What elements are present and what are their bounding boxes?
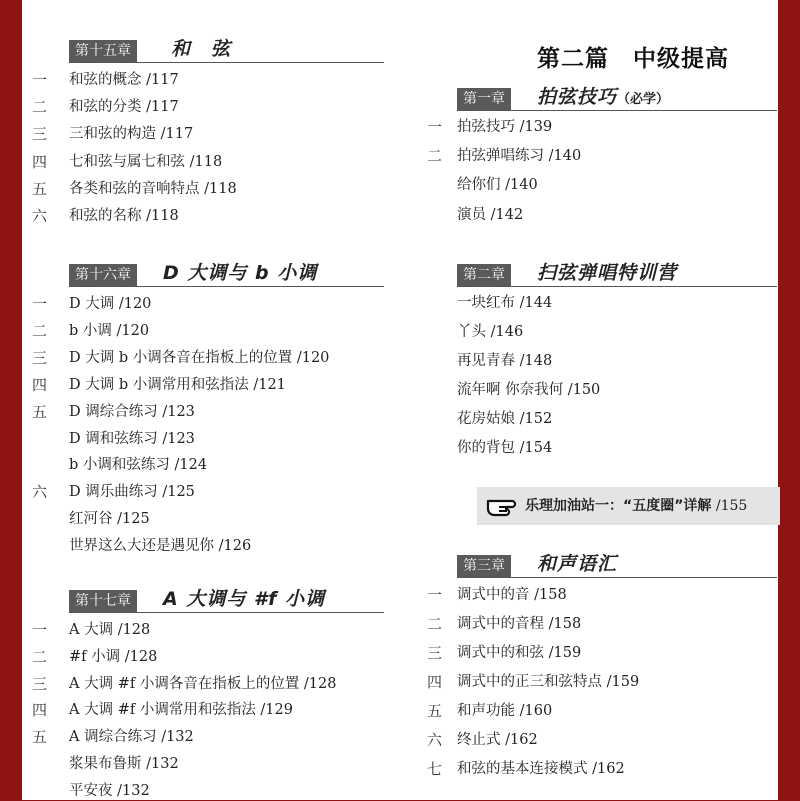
- entry-text: 平安夜 /132: [69, 782, 150, 799]
- toc-entry[interactable]: [427, 614, 777, 634]
- entry-text: 世界这么大还是遇见你 /126: [69, 538, 252, 555]
- toc-entry[interactable]: [427, 380, 777, 400]
- entry-number: 五: [427, 702, 443, 720]
- toc-entry[interactable]: [32, 321, 384, 341]
- entry-number: 二: [32, 647, 48, 666]
- entry-text: 各类和弦的音响特点 /118: [69, 180, 237, 197]
- chapter-title: 拍弦技巧（必学）: [537, 86, 670, 108]
- entry-number: 七: [427, 760, 443, 778]
- toc-entry[interactable]: [427, 322, 777, 342]
- entry-number: 二: [32, 321, 48, 340]
- entry-number: 三: [32, 348, 48, 367]
- toc-entry[interactable]: [32, 536, 384, 556]
- toc-entry[interactable]: [427, 585, 777, 605]
- entry-number: 四: [32, 701, 48, 720]
- entry-number: 三: [32, 125, 48, 144]
- toc-entry[interactable]: [427, 759, 777, 779]
- toc-entry[interactable]: [427, 701, 777, 721]
- entry-text: 花房姑娘 /152: [457, 411, 553, 427]
- entry-text: 和弦的名称 /118: [69, 208, 179, 224]
- entry-number: 一: [32, 295, 48, 313]
- entry-number: 四: [32, 152, 48, 171]
- entry-text: 和弦的基本连接模式 /162: [457, 761, 625, 777]
- toc-entry[interactable]: [32, 348, 384, 368]
- entry-text: 你的背包 /154: [457, 440, 553, 456]
- toc-entry[interactable]: [427, 146, 777, 166]
- entry-text: 拍弦弹唱练习 /140: [457, 148, 582, 165]
- toc-entry[interactable]: [32, 455, 384, 475]
- entry-text: 浆果布鲁斯 /132: [69, 756, 179, 772]
- chapter-17-heading[interactable]: [69, 588, 384, 613]
- entry-number: 四: [427, 673, 443, 691]
- entry-text: 流年啊 你奈我何 /150: [457, 382, 601, 398]
- toc-entry[interactable]: [32, 727, 384, 747]
- toc-entry[interactable]: [32, 375, 384, 395]
- entry-text: #f 小调 /128: [69, 648, 158, 665]
- callout-page: /155: [715, 498, 748, 514]
- entry-number: 五: [32, 402, 48, 421]
- chapter-label: 第二章: [457, 264, 511, 286]
- chapter-title: A 大调与 #f 小调: [163, 588, 326, 610]
- toc-entry[interactable]: [427, 205, 777, 225]
- entry-text: D 大调 b 小调各音在指板上的位置 /120: [69, 349, 330, 366]
- toc-entry[interactable]: [32, 754, 384, 774]
- toc-entry[interactable]: [427, 351, 777, 371]
- toc-entry[interactable]: [32, 402, 384, 422]
- toc-entry[interactable]: [32, 674, 384, 694]
- entry-text: 演员 /142: [457, 206, 524, 223]
- chapter-1-heading[interactable]: [457, 86, 777, 111]
- entry-text: b 小调和弦练习 /124: [69, 457, 208, 474]
- toc-entry[interactable]: [32, 700, 384, 720]
- part-title: 第二篇 中级提高: [537, 46, 729, 72]
- entry-number: 五: [32, 179, 48, 198]
- toc-entry[interactable]: [32, 124, 384, 144]
- entry-text: 和弦的概念 /117: [69, 72, 179, 88]
- toc-entry[interactable]: [427, 117, 777, 137]
- toc-entry[interactable]: [32, 70, 384, 90]
- entry-text: 调式中的正三和弦特点 /159: [457, 674, 640, 690]
- entry-text: 红河谷 /125: [69, 511, 150, 528]
- toc-entry[interactable]: [32, 206, 384, 226]
- chapter-label: 第十五章: [69, 40, 137, 62]
- entry-text: 终止式 /162: [457, 732, 538, 748]
- entry-text: 和弦的分类 /117: [69, 99, 179, 116]
- entry-number: 二: [427, 615, 443, 633]
- entry-text: A 调综合练习 /132: [69, 729, 194, 746]
- entry-number: 三: [427, 644, 443, 662]
- entry-number: 五: [32, 728, 48, 747]
- chapter-label: 第一章: [457, 88, 511, 110]
- entry-text: 给你们 /140: [457, 177, 538, 194]
- entry-text: 七和弦与属七和弦 /118: [69, 153, 223, 170]
- entry-text: D 调乐曲练习 /125: [69, 484, 195, 501]
- entry-number: 二: [32, 98, 48, 117]
- chapter-label: 第十六章: [69, 264, 137, 286]
- entry-number: 六: [32, 483, 48, 502]
- entry-text: 再见青春 /148: [457, 353, 553, 369]
- entry-text: 调式中的和弦 /159: [457, 645, 582, 661]
- entry-text: 调式中的音程 /158: [457, 616, 582, 632]
- toc-entry[interactable]: [32, 179, 384, 199]
- chapter-title: 和 弦: [171, 38, 232, 60]
- toc-entry[interactable]: [32, 97, 384, 117]
- entry-number: 一: [427, 118, 443, 136]
- entry-text: 丫头 /146: [457, 324, 524, 340]
- toc-entry[interactable]: [427, 409, 777, 429]
- chapter-15-heading[interactable]: [69, 38, 384, 63]
- entry-number: 六: [427, 731, 443, 749]
- callout-text: 乐理加油站一：“五度圈”详解 /155: [525, 498, 748, 514]
- entry-text: 三和弦的构造 /117: [69, 126, 194, 143]
- toc-entry[interactable]: [32, 781, 384, 801]
- toc-entry[interactable]: [32, 620, 384, 640]
- entry-number: 三: [32, 674, 48, 693]
- chapter-3-heading[interactable]: [457, 553, 777, 578]
- theory-callout[interactable]: [477, 487, 780, 525]
- toc-entry[interactable]: [427, 438, 777, 458]
- entry-number: 二: [427, 147, 443, 166]
- toc-entry[interactable]: [32, 509, 384, 529]
- toc-entry[interactable]: [32, 482, 384, 502]
- chapter-title-note: （必学）: [617, 92, 670, 107]
- entry-number: 四: [32, 375, 48, 394]
- toc-entry[interactable]: [427, 175, 777, 195]
- entry-number: 一: [32, 71, 48, 89]
- toc-entry[interactable]: [32, 647, 384, 667]
- toc-entry[interactable]: [427, 643, 777, 663]
- toc-entry[interactable]: [32, 429, 384, 449]
- entry-text: D 调综合练习 /123: [69, 403, 195, 420]
- toc-entry[interactable]: [32, 152, 384, 172]
- entry-number: 六: [32, 207, 48, 225]
- page: [22, 0, 778, 800]
- chapter-2-heading[interactable]: [457, 262, 777, 287]
- entry-text: 拍弦技巧 /139: [457, 119, 553, 135]
- entry-text: D 大调 b 小调常用和弦指法 /121: [69, 376, 286, 393]
- entry-number: 一: [32, 621, 48, 639]
- toc-entry[interactable]: [427, 293, 777, 313]
- entry-text: D 调和弦练习 /123: [69, 430, 195, 447]
- entry-text: 一块红布 /144: [457, 295, 553, 311]
- entry-text: D 大调 /120: [69, 296, 152, 312]
- entry-number: 一: [427, 586, 443, 604]
- pointing-hand-icon: [485, 493, 523, 519]
- chapter-title: 扫弦弹唱特训营: [537, 262, 678, 284]
- chapter-label: 第三章: [457, 555, 511, 577]
- chapter-16-heading[interactable]: [69, 262, 384, 287]
- toc-entry[interactable]: [32, 294, 384, 314]
- entry-text: b 小调 /120: [69, 322, 150, 339]
- entry-text: A 大调 #f 小调常用和弦指法 /129: [69, 702, 293, 719]
- entry-text: 调式中的音 /158: [457, 587, 567, 603]
- chapter-title: 和声语汇: [537, 553, 618, 575]
- chapter-title: D 大调与 b 小调: [163, 262, 318, 284]
- entry-text: A 大调 /128: [69, 622, 151, 638]
- entry-text: A 大调 #f 小调各音在指板上的位置 /128: [69, 675, 337, 692]
- entry-text: 和声功能 /160: [457, 703, 553, 719]
- toc-entry[interactable]: [427, 672, 777, 692]
- toc-entry[interactable]: [427, 730, 777, 750]
- chapter-label: 第十七章: [69, 590, 137, 612]
